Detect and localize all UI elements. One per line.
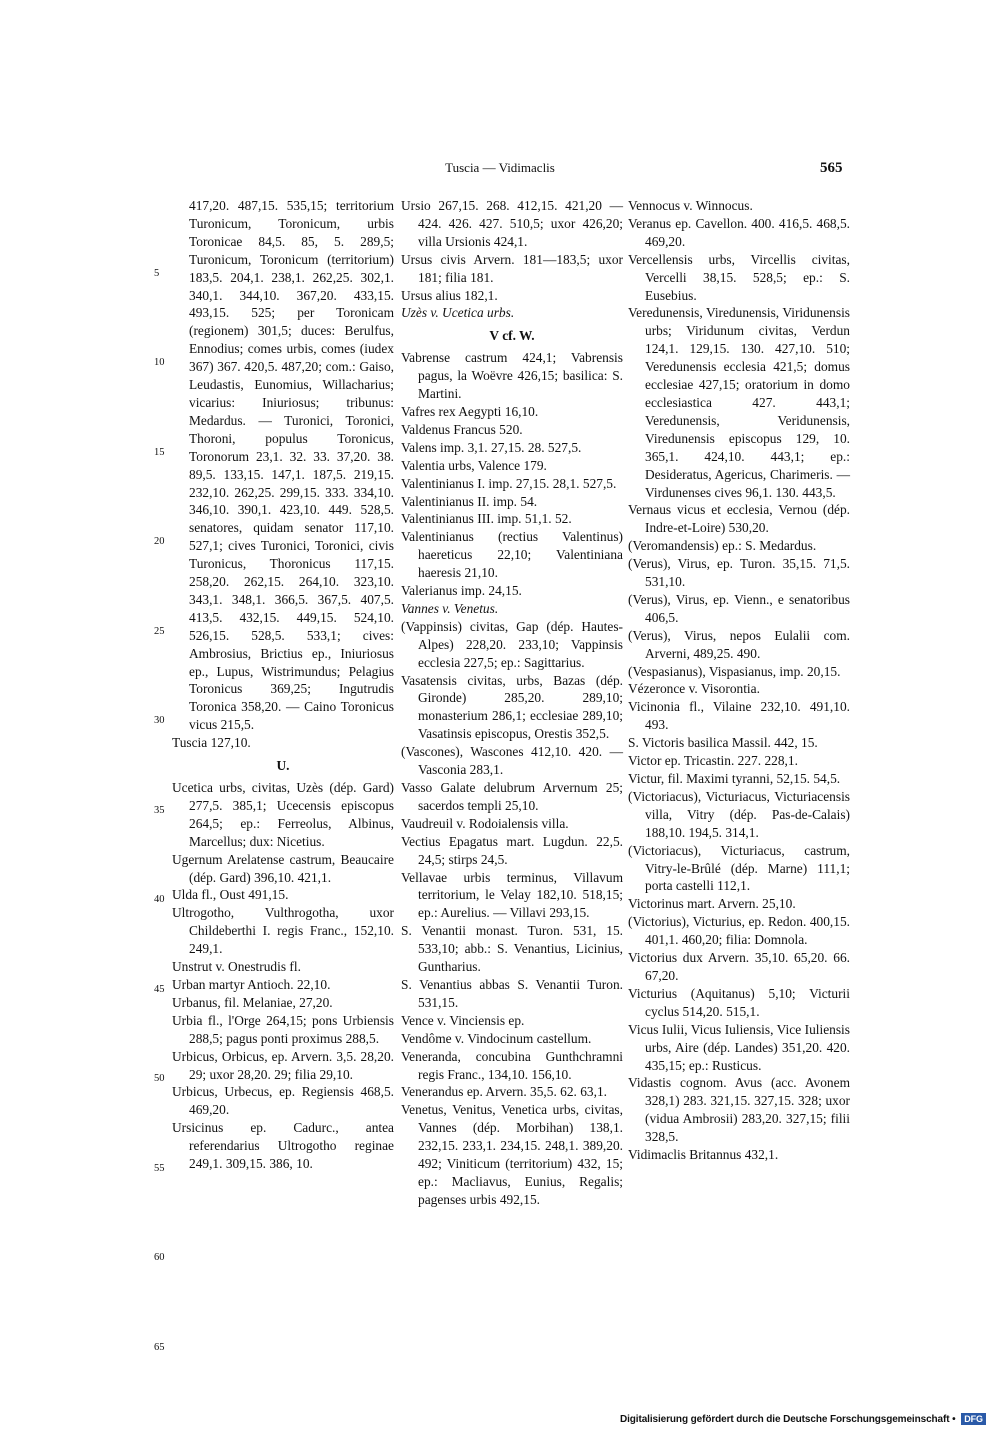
index-entry: Valentinianus (rectius Valentinus) haereticus 22,10; Valentiniana haeresis 21,10. — [401, 529, 623, 581]
line-number: 40 — [154, 894, 165, 905]
index-entry: Ugernum Arelatense castrum, Beaucaire (dép. Gard) 396,10. 421,1. — [172, 851, 394, 885]
index-entry: S. Venantius abbas S. Venantii Turon. 531,15. — [401, 976, 623, 1010]
index-entry: (Vespasianus), Vispasianus, imp. 20,15. — [628, 663, 841, 679]
index-entry: Vernaus vicus et ecclesia, Vernou (dép. Indre-et-Loire) 530,20. — [628, 502, 850, 536]
index-entry: Victor ep. Tricastin. 227. 228,1. — [628, 753, 798, 769]
index-column-1 — [172, 197, 394, 1173]
index-entry: (Vascones), Wascones 412,10. 420. — Vasconia 283,1. — [401, 744, 623, 778]
index-entry: (Verus), Virus, ep. Vienn., e senatoribus 406,5. — [628, 591, 850, 625]
index-entry: Victur, fil. Maximi tyranni, 52,15. 54,5. — [628, 771, 841, 786]
index-entry: Valentinianus II. imp. 54. — [401, 493, 538, 509]
index-column-3 — [628, 197, 850, 1164]
dfg-logo: DFG — [961, 1413, 986, 1425]
line-number: 55 — [154, 1163, 165, 1174]
index-entry: Vézeronce v. Visorontia. — [628, 681, 760, 697]
index-entry: Valentinianus III. imp. 51,1. 52. — [401, 511, 572, 527]
index-entry: Venerandus ep. Arvern. 35,5. 62. 63,1. — [401, 1084, 608, 1100]
index-entry: Valentia urbs, Valence 179. — [401, 457, 547, 473]
line-number: 15 — [154, 447, 165, 458]
index-entry: Ursus civis Arvern. 181—183,5; uxor 181; filia 181. — [401, 251, 623, 285]
index-entry: Vellavae urbis terminus, Villavum territorium, le Velay 182,10. 518,15; ep.: Aurelius. — Villavi 293,15. — [401, 869, 623, 921]
index-entry: Urbicus, Urbecus, ep. Regiensis 468,5. 469,20. — [172, 1084, 394, 1118]
line-number: 30 — [154, 715, 165, 726]
index-entry: Valdenus Francus 520. — [401, 421, 523, 437]
index-entry: Valens imp. 3,1. 27,15. 28. 527,5. — [401, 439, 582, 455]
line-number: 35 — [154, 805, 165, 816]
index-entry: Ultrogotho, Vulthrogotha, uxor Childeberthi I. regis Franc., 152,10. 249,1. — [172, 905, 394, 957]
index-entry: Urbanus, fil. Melaniae, 27,20. — [172, 994, 333, 1010]
index-entry: Ulda fl., Oust 491,15. — [172, 887, 289, 903]
index-entry: (Vappinsis) civitas, Gap (dép. Hautes-Alpes) 228,20. 233,10; Vappinsis ecclesia 227,5; ep.: Sagittarius. — [401, 618, 623, 670]
index-entry: Urbia fl., l'Orge 264,15; pons Urbiensis 288,5; pagus ponti proximus 288,5. — [172, 1012, 394, 1046]
index-entry: Valentinianus I. imp. 27,15. 28,1. 527,5. — [401, 475, 617, 491]
index-entry: Vaudreuil v. Rodoialensis villa. — [401, 815, 569, 831]
index-entry: Vidimaclis Britannus 432,1. — [628, 1147, 779, 1163]
page-number: 565 — [820, 160, 843, 176]
index-entry: Vennocus v. Winnocus. — [628, 198, 753, 213]
index-entry: Vercellensis urbs, Vircellis civitas, Vercelli 38,15. 528,5; ep.: S. Eusebius. — [628, 251, 850, 303]
index-entry: Veneranda, concubina Gunthchramni regis Franc., 134,10. 156,10. — [401, 1048, 623, 1082]
index-entry: Vasatensis civitas, urbs, Bazas (dép. Gironde) 285,20. 289,10; monasterium 286,1; ecclesiae 289,10; Vasatinsis episcopus, Orestis 352,5. — [401, 672, 623, 742]
index-column-2 — [401, 197, 623, 1209]
index-entry: Vannes v. Venetus. — [401, 600, 499, 616]
index-entry: Vabrense castrum 424,1; Vabrensis pagus, la Woëvre 426,15; basilica: S. Martini. — [401, 350, 623, 402]
index-entry: (Victorius), Victurius, ep. Redon. 400,15. 401,1. 460,20; filia: Domnola. — [628, 914, 850, 948]
footer-credit — [620, 1413, 986, 1425]
index-entry: Urban martyr Antioch. 22,10. — [172, 976, 331, 992]
index-entry: Tuscia 127,10. — [172, 735, 251, 751]
index-entry: (Verus), Virus, nepos Eulalii com. Arverni, 489,25. 490. — [628, 627, 850, 661]
index-entry: Uzès v. Ucetica urbs. — [401, 305, 515, 321]
index-entry: Veredunensis, Viredunensis, Viridunensis urbs; Viridunum civitas, Verdun 124,1. 129,15. 130. 427,10. 510; Veredunensis ecclesia 421,5; domus ecclesiae 427,15; oratorium in domo ecclesiastica 427. 443,1; Veredunensis, Veridunensis, Viredunensis episcopus 129, 10. 365,1. 424,10. 443,1; ep.: Desideratus, Agericus, Charimeris. — Virdunenses cives 96,1. 130. 443,5. — [628, 305, 850, 500]
index-entry: Ucetica urbs, civitas, Uzès (dép. Gard) 277,5. 385,1; Ucecensis episcopus 264,5; ep.: Ferreolus, Albinus, Marcellus; dux: Nicetius. — [172, 780, 394, 849]
index-entry: Victorinus mart. Arvern. 25,10. — [628, 896, 796, 912]
index-entry: Vectius Epagatus mart. Lugdun. 22,5. 24,5; stirps 24,5. — [401, 833, 623, 867]
index-entry: Victurius (Aquitanus) 5,10; Victurii cyclus 514,20. 515,1. — [628, 985, 850, 1019]
index-entry: S. Venantii monast. Turon. 531, 15. 533,10; abb.: S. Venantius, Licinius, Guntharius. — [401, 923, 623, 975]
index-entry: Urbicus, Orbicus, ep. Arvern. 3,5. 28,20. 29; uxor 28,20. 29; filia 29,10. — [172, 1048, 394, 1082]
index-entry: Vafres rex Aegypti 16,10. — [401, 403, 539, 419]
index-entry: Vendôme v. Vindocinum castellum. — [401, 1030, 592, 1046]
line-number: 45 — [154, 984, 165, 995]
index-entry: 417,20. 487,15. 535,15; territorium Turonicum, Toronicum, urbis Toronicae 84,5. 85, 5. 289,5; Turonicum, Toronicum (territorium) 183,5. 204,1. 238,1. 262,25. 302,1. 340,1. 344,10. 367,20. 433,15. 493,15. 525; per Toronicam (regionem) 301,5; duces: Berulfus, Ennodius; comes urbis, comes (iudex 367) 367. 420,5. 487,20; com.: Gaiso, Leudastis, Eunomius, Willacharius; vicarius: Iniuriosus; tribunus: Medardus. — Turonici, Toronici, Thoroni, populus Toronicus, Toronorum 23,1. 32. 33. 37,20. 38. 89,5. 133,15. 147,1. 187,5. 219,15. 232,10. 262,25. 299,15. 333. 334,10. 346,10. 390,1. 423,10. 449. 528,5. senatores, quidam senator 117,10. 527,1; cives Turonici, Toronici, civis Turonicus, Thoronicus 117,15. 258,20. 262,15. 264,10. 323,10. 343,1. 348,1. 366,5. 367,5. 407,5. 413,5. 432,15. 449,15. 524,10. 526,15. 528,5. 533,1; cives: Ambrosius, Brictius ep., Iniuriosus ep., Lupus, Wistrimundus; Pelagius Toronicus 369,25; Ingutrudis Toronica 358,20. — Caino Toronicus vicus 215,5. — [189, 198, 394, 733]
line-number: 60 — [154, 1252, 165, 1263]
index-entry: (Verus), Virus, ep. Turon. 35,15. 71,5. 531,10. — [628, 556, 850, 590]
index-entry: Veranus ep. Cavellon. 400. 416,5. 468,5. 469,20. — [628, 215, 850, 249]
index-entry: (Veromandensis) ep.: S. Medardus. — [628, 538, 817, 554]
section-heading: V cf. W. — [489, 328, 535, 344]
section-heading: U. — [276, 758, 290, 774]
index-entry: Valerianus imp. 24,15. — [401, 583, 522, 599]
index-entry: Victorius dux Arvern. 35,10. 65,20. 66. 67,20. — [628, 950, 850, 983]
index-entry: Ursicinus ep. Cadurc., antea referendarius Ultrogotho reginae 249,1. 309,15. 386, 10. — [172, 1120, 394, 1172]
footer-text: Digitalisierung gefördert durch die Deutsche Forschungsgemeinschaft • — [620, 1414, 956, 1425]
index-entry: Vasso Galate delubrum Arvernum 25; sacerdos templi 25,10. — [401, 780, 623, 813]
index-entry: Vicinonia fl., Vilaine 232,10. 491,10. 493. — [628, 699, 850, 733]
index-entry: Ursus alius 182,1. — [401, 287, 498, 303]
line-number: 50 — [154, 1073, 165, 1084]
line-number: 65 — [154, 1342, 165, 1353]
line-number: 25 — [154, 626, 165, 637]
index-entry: Vence v. Vinciensis ep. — [401, 1012, 525, 1028]
page-header-title: Tuscia — Vidimaclis — [445, 160, 555, 175]
index-entry: Unstrut v. Onestrudis fl. — [172, 959, 301, 975]
index-entry: S. Victoris basilica Massil. 442, 15. — [628, 735, 818, 751]
line-number: 10 — [154, 357, 165, 368]
line-number: 5 — [154, 268, 160, 279]
line-number: 20 — [154, 536, 165, 547]
index-entry: Vidastis cognom. Avus (acc. Avonem 328,1) 283. 321,15. 327,15. 328; uxor (vidua Ambrosii) 283,20. 327,15; filii 328,5. — [628, 1075, 850, 1145]
index-entry: Vicus Iulii, Vicus Iuliensis, Vice Iuliensis urbs, Aire (dép. Landes) 351,20. 420. 435,15; ep.: Rusticus. — [628, 1021, 850, 1073]
index-entry: Venetus, Venitus, Venetica urbs, civitas, Vannes (dép. Morbihan) 138,1. 232,15. 233,1. 234,15. 248,1. 389,20. 492; Viniticum (territorium) 432, 15; ep.: Macliavus, Eunius, Regalis; pagenses urbis 492,15. — [401, 1102, 623, 1207]
index-entry: (Victoriacus), Victuriacus, castrum, Vitry-le-Brûlé (dép. Marne) 111,1; porta castelli 112,1. — [628, 842, 850, 894]
index-entry: (Victoriacus), Victuriacus, Victuriacensis villa, Vitry (dép. Pas-de-Calais) 188,10. 194,5. 314,1. — [628, 788, 850, 840]
index-entry: Ursio 267,15. 268. 412,15. 421,20 —424. 426. 427. 510,5; uxor 426,20; villa Ursionis 424,1. — [401, 198, 623, 249]
